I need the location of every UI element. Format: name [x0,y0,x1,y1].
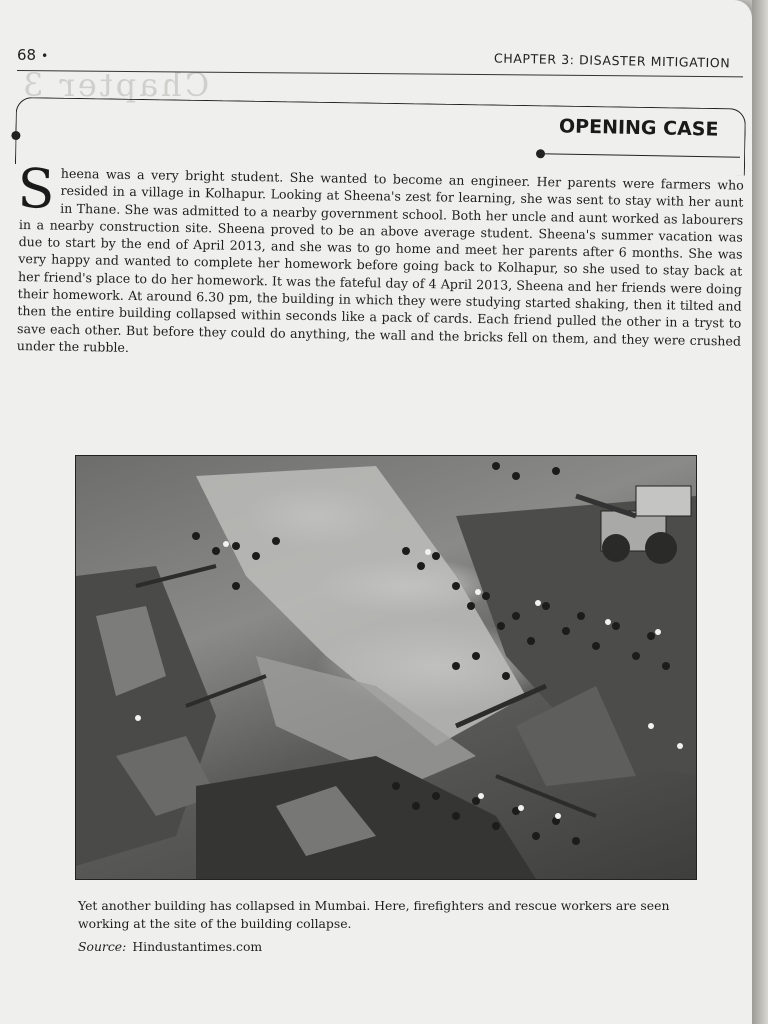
story-paragraph: heena was a very bright student. She wanted to become an engineer. Her parents were farmers who resided in a village in Kolhapur. Looking at Sheena's zest for learning, she was sent to stay with her aunt in Thane. She was admitted to a nearby government school. Both her uncle and aunt worked as labourers in a nearby construction site. Sheena proved to be an above average student. Sheena's summer vacation was due to start by the end of April 2013, and she was to go home and meet her parents after 6 months. She was very happy and wanted to complete her homework before going back to Kolhapur, so she used to stay back at her friend's place to do her homework. It was the fateful day of 4 April 2013, Sheena and her friends were doing their homework. At around 6.30 pm, the building in which they were studying started shaking, then it tilted and then the entire building collapsed within seconds like a pack of cards. Each friend pulled the other in a tryst to save each other. But before they could do anything, the wall and the bricks fell on them, and they were crushed under the rubble. [16,165,744,355]
frame-bullet-right [536,149,545,158]
frame-bullet-left [11,131,20,140]
source-value: Hindustantimes.com [132,939,263,954]
drop-cap-letter: S [17,156,56,221]
bleed-through-chapter-heading: Chapter 3 [20,66,210,104]
opening-case-story [16,156,744,367]
figure-caption: Yet another building has collapsed in Mumbai. Here, firefighters and rescue workers are seen working at the site of the building collapse. [78,898,670,931]
section-title: OPENING CASE [558,115,719,141]
page-number [17,46,48,64]
page-number-bullet: • [41,49,49,63]
running-chapter-title: CHAPTER 3: DISASTER MITIGATION [493,50,731,71]
rubble-scene-illustration [76,456,696,879]
source-label: Source: [78,939,127,954]
figure-source [78,939,262,954]
building-collapse-photo [75,455,697,880]
adjacent-page-edge [752,0,768,1024]
page-number-value: 68 [17,46,37,64]
